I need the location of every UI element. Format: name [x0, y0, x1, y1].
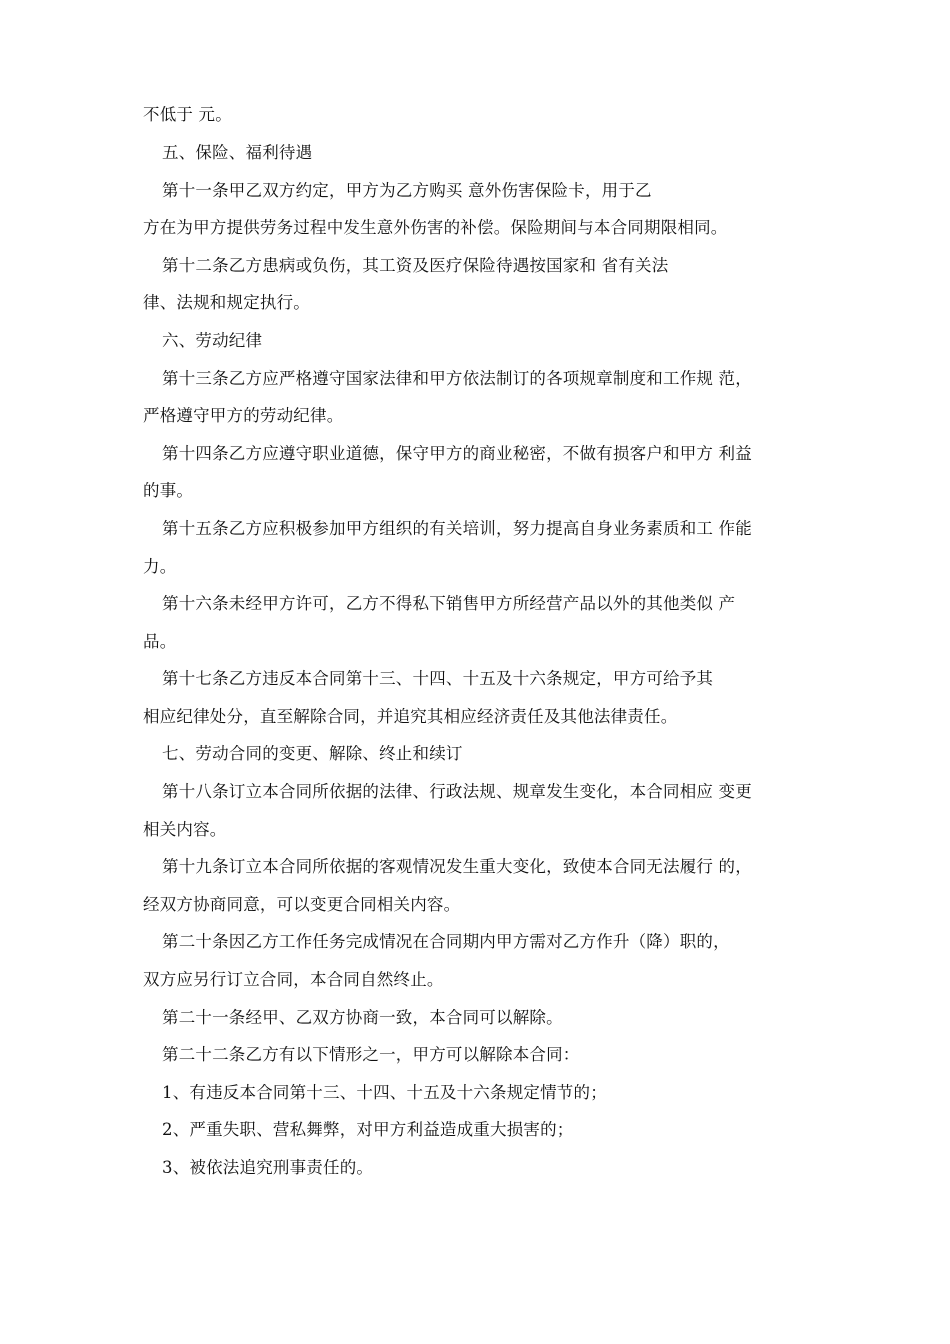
article-20: 第二十条因乙方工作任务完成情况在合同期内甲方需对乙方作升（降）职的，	[162, 932, 730, 951]
article-22-item-3: 3、被依法追究刑事责任的。	[162, 1158, 374, 1177]
article-11-cont: 方在为甲方提供劳务过程中发生意外伤害的补偿。保险期间与本合同期限相同。	[143, 218, 728, 237]
article-17-cont: 相应纪律处分，直至解除合同，并追究其相应经济责任及其他法律责任。	[143, 707, 678, 726]
article-16-cont: 品。	[143, 632, 177, 651]
article-18: 第十八条订立本合同所依据的法律、行政法规、规章发生变化，本合同相应 变更	[162, 782, 752, 801]
article-15-cont: 力。	[143, 557, 177, 576]
article-14-cont: 的事。	[143, 481, 194, 500]
section-heading-discipline: 六、劳动纪律	[162, 331, 263, 350]
text-line: 不低于 元。	[143, 105, 232, 124]
article-19-cont: 经双方协商同意，可以变更合同相关内容。	[143, 895, 461, 914]
article-18-cont: 相关内容。	[143, 820, 227, 839]
article-17: 第十七条乙方违反本合同第十三、十四、十五及十六条规定，甲方可给予其	[162, 669, 714, 688]
article-22-item-2: 2、严重失职、营私舞弊，对甲方利益造成重大损害的；	[162, 1120, 574, 1139]
article-22-item-1: 1、有违反本合同第十三、十四、十五及十六条规定情节的；	[162, 1083, 607, 1102]
article-16: 第十六条未经甲方许可，乙方不得私下销售甲方所经营产品以外的其他类似 产	[162, 594, 736, 613]
article-12-cont: 律、法规和规定执行。	[143, 293, 310, 312]
article-15: 第十五条乙方应积极参加甲方组织的有关培训，努力提高自身业务素质和工 作能	[162, 519, 752, 538]
section-heading-insurance: 五、保险、福利待遇	[162, 143, 313, 162]
article-13: 第十三条乙方应严格遵守国家法律和甲方依法制订的各项规章制度和工作规 范，	[162, 369, 752, 388]
section-heading-contract-changes: 七、劳动合同的变更、解除、终止和续订	[162, 744, 463, 763]
article-13-cont: 严格遵守甲方的劳动纪律。	[143, 406, 344, 425]
article-12: 第十二条乙方患病或负伤，其工资及医疗保险待遇按国家和 省有关法	[162, 256, 669, 275]
article-19: 第十九条订立本合同所依据的客观情况发生重大变化，致使本合同无法履行 的，	[162, 857, 752, 876]
article-20-cont: 双方应另行订立合同，本合同自然终止。	[143, 970, 444, 989]
article-21: 第二十一条经甲、乙双方协商一致，本合同可以解除。	[162, 1008, 563, 1027]
article-14: 第十四条乙方应遵守职业道德，保守甲方的商业秘密，不做有损客户和甲方 利益	[162, 444, 752, 463]
article-22: 第二十二条乙方有以下情形之一，甲方可以解除本合同：	[162, 1045, 580, 1064]
article-11: 第十一条甲乙双方约定，甲方为乙方购买 意外伤害保险卡，用于乙	[162, 181, 652, 200]
